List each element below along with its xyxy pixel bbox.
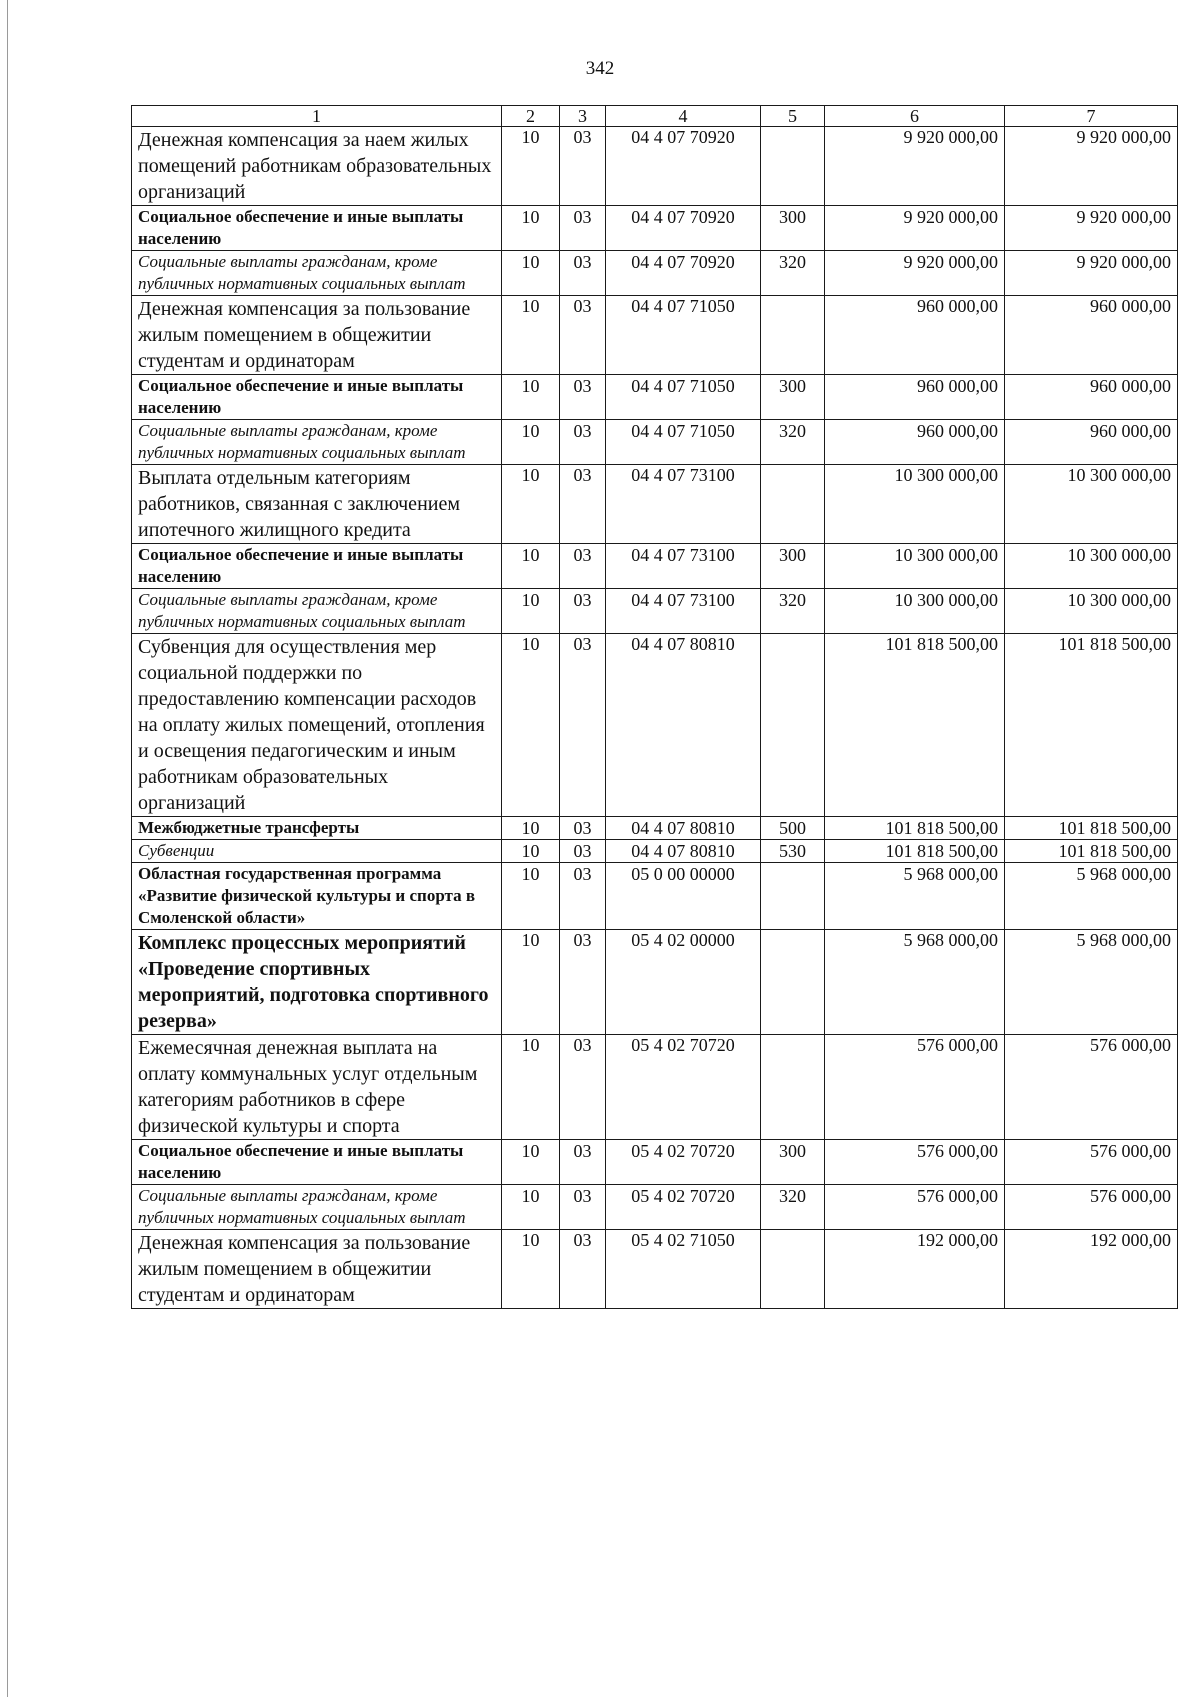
amount-year-1-cell: 10 300 000,00 — [825, 465, 1005, 544]
amount-year-1-cell: 10 300 000,00 — [825, 544, 1005, 589]
subsection-code-cell: 03 — [560, 1185, 606, 1230]
expense-type-cell — [761, 1035, 825, 1140]
target-article-cell: 04 4 07 80810 — [606, 840, 761, 863]
amount-year-1-cell: 960 000,00 — [825, 296, 1005, 375]
subsection-code-cell: 03 — [560, 127, 606, 206]
amount-year-1-cell: 192 000,00 — [825, 1230, 1005, 1309]
page-number: 342 — [585, 58, 615, 79]
table-row — [132, 930, 1178, 1035]
amount-year-2-cell: 101 818 500,00 — [1005, 634, 1178, 817]
target-article-cell: 04 4 07 71050 — [606, 296, 761, 375]
subsection-code-cell: 03 — [560, 251, 606, 296]
subsection-code-cell: 03 — [560, 1230, 606, 1309]
table-row — [132, 544, 1178, 589]
amount-year-2-cell: 9 920 000,00 — [1005, 127, 1178, 206]
expense-type-cell: 300 — [761, 544, 825, 589]
row-name-cell: Денежная компенсация за наем жилых помещений работникам образовательных организаций — [132, 127, 502, 206]
target-article-cell: 04 4 07 71050 — [606, 375, 761, 420]
column-header: 6 — [825, 106, 1005, 127]
amount-year-1-cell: 960 000,00 — [825, 420, 1005, 465]
amount-year-1-cell: 5 968 000,00 — [825, 930, 1005, 1035]
subsection-code-cell: 03 — [560, 817, 606, 840]
expense-type-cell — [761, 127, 825, 206]
amount-year-2-cell: 576 000,00 — [1005, 1185, 1178, 1230]
table-row — [132, 375, 1178, 420]
expense-type-cell: 320 — [761, 1185, 825, 1230]
section-code-cell: 10 — [502, 863, 560, 930]
table-row — [132, 127, 1178, 206]
row-name-cell: Комплекс процессных мероприятий «Проведение спортивных мероприятий, подготовка спортивного резерва» — [132, 930, 502, 1035]
expense-type-cell — [761, 1230, 825, 1309]
expense-type-cell — [761, 634, 825, 817]
expense-type-cell — [761, 930, 825, 1035]
section-code-cell: 10 — [502, 817, 560, 840]
table-row — [132, 634, 1178, 817]
expense-type-cell — [761, 465, 825, 544]
target-article-cell: 04 4 07 70920 — [606, 251, 761, 296]
section-code-cell: 10 — [502, 1035, 560, 1140]
amount-year-2-cell: 192 000,00 — [1005, 1230, 1178, 1309]
target-article-cell: 04 4 07 80810 — [606, 817, 761, 840]
target-article-cell: 05 4 02 70720 — [606, 1185, 761, 1230]
subsection-code-cell: 03 — [560, 840, 606, 863]
amount-year-1-cell: 9 920 000,00 — [825, 251, 1005, 296]
row-name-cell: Межбюджетные трансферты — [132, 817, 502, 840]
amount-year-2-cell: 576 000,00 — [1005, 1035, 1178, 1140]
table-header-row — [132, 106, 1178, 127]
target-article-cell: 05 4 02 70720 — [606, 1140, 761, 1185]
target-article-cell: 04 4 07 70920 — [606, 127, 761, 206]
table-row — [132, 1185, 1178, 1230]
expense-type-cell: 530 — [761, 840, 825, 863]
target-article-cell: 04 4 07 73100 — [606, 465, 761, 544]
table-row — [132, 1230, 1178, 1309]
subsection-code-cell: 03 — [560, 375, 606, 420]
target-article-cell: 04 4 07 71050 — [606, 420, 761, 465]
expense-type-cell: 300 — [761, 375, 825, 420]
table-row — [132, 296, 1178, 375]
amount-year-1-cell: 9 920 000,00 — [825, 127, 1005, 206]
section-code-cell: 10 — [502, 1230, 560, 1309]
row-name-cell: Социальные выплаты гражданам, кроме публичных нормативных социальных выплат — [132, 251, 502, 296]
section-code-cell: 10 — [502, 127, 560, 206]
amount-year-2-cell: 960 000,00 — [1005, 420, 1178, 465]
subsection-code-cell: 03 — [560, 206, 606, 251]
row-name-cell: Выплата отдельным категориям работников, связанная с заключением ипотечного жилищного кредита — [132, 465, 502, 544]
expense-type-cell: 300 — [761, 206, 825, 251]
target-article-cell: 05 4 02 71050 — [606, 1230, 761, 1309]
scan-edge-line — [7, 0, 8, 1697]
section-code-cell: 10 — [502, 840, 560, 863]
subsection-code-cell: 03 — [560, 634, 606, 817]
amount-year-2-cell: 576 000,00 — [1005, 1140, 1178, 1185]
section-code-cell: 10 — [502, 1140, 560, 1185]
subsection-code-cell: 03 — [560, 296, 606, 375]
amount-year-1-cell: 960 000,00 — [825, 375, 1005, 420]
table-row — [132, 817, 1178, 840]
row-name-cell: Ежемесячная денежная выплата на оплату коммунальных услуг отдельным категориям работников в сфере физической культуры и спорта — [132, 1035, 502, 1140]
subsection-code-cell: 03 — [560, 589, 606, 634]
amount-year-1-cell: 101 818 500,00 — [825, 634, 1005, 817]
subsection-code-cell: 03 — [560, 863, 606, 930]
amount-year-2-cell: 9 920 000,00 — [1005, 206, 1178, 251]
amount-year-1-cell: 101 818 500,00 — [825, 840, 1005, 863]
section-code-cell: 10 — [502, 251, 560, 296]
target-article-cell: 04 4 07 80810 — [606, 634, 761, 817]
subsection-code-cell: 03 — [560, 1140, 606, 1185]
table-row — [132, 1035, 1178, 1140]
amount-year-2-cell: 5 968 000,00 — [1005, 863, 1178, 930]
expense-type-cell — [761, 863, 825, 930]
expense-type-cell — [761, 296, 825, 375]
amount-year-2-cell: 960 000,00 — [1005, 296, 1178, 375]
target-article-cell: 04 4 07 73100 — [606, 589, 761, 634]
section-code-cell: 10 — [502, 465, 560, 544]
amount-year-2-cell: 10 300 000,00 — [1005, 465, 1178, 544]
budget-table-body — [132, 106, 1178, 1309]
amount-year-1-cell: 10 300 000,00 — [825, 589, 1005, 634]
amount-year-1-cell: 5 968 000,00 — [825, 863, 1005, 930]
amount-year-1-cell: 576 000,00 — [825, 1035, 1005, 1140]
column-header: 4 — [606, 106, 761, 127]
section-code-cell: 10 — [502, 544, 560, 589]
amount-year-1-cell: 576 000,00 — [825, 1185, 1005, 1230]
row-name-cell: Денежная компенсация за пользование жилым помещением в общежитии студентам и ординаторам — [132, 296, 502, 375]
expense-type-cell: 300 — [761, 1140, 825, 1185]
table-row — [132, 840, 1178, 863]
amount-year-1-cell: 101 818 500,00 — [825, 817, 1005, 840]
amount-year-1-cell: 9 920 000,00 — [825, 206, 1005, 251]
row-name-cell: Социальное обеспечение и иные выплаты населению — [132, 206, 502, 251]
row-name-cell: Областная государственная программа «Развитие физической культуры и спорта в Смоленской области» — [132, 863, 502, 930]
column-header: 5 — [761, 106, 825, 127]
row-name-cell: Социальные выплаты гражданам, кроме публичных нормативных социальных выплат — [132, 420, 502, 465]
expense-type-cell: 320 — [761, 251, 825, 296]
row-name-cell: Субвенция для осуществления мер социальной поддержки по предоставлению компенсации расходов на оплату жилых помещений, отопления и освещения педагогическим и иным работникам образовательных организаций — [132, 634, 502, 817]
section-code-cell: 10 — [502, 375, 560, 420]
amount-year-2-cell: 101 818 500,00 — [1005, 840, 1178, 863]
section-code-cell: 10 — [502, 930, 560, 1035]
subsection-code-cell: 03 — [560, 465, 606, 544]
column-header: 1 — [132, 106, 502, 127]
section-code-cell: 10 — [502, 634, 560, 817]
subsection-code-cell: 03 — [560, 1035, 606, 1140]
section-code-cell: 10 — [502, 1185, 560, 1230]
row-name-cell: Социальное обеспечение и иные выплаты населению — [132, 544, 502, 589]
subsection-code-cell: 03 — [560, 930, 606, 1035]
amount-year-2-cell: 5 968 000,00 — [1005, 930, 1178, 1035]
amount-year-1-cell: 576 000,00 — [825, 1140, 1005, 1185]
column-header: 2 — [502, 106, 560, 127]
table-row — [132, 589, 1178, 634]
table-row — [132, 206, 1178, 251]
target-article-cell: 04 4 07 73100 — [606, 544, 761, 589]
table-row — [132, 1140, 1178, 1185]
amount-year-2-cell: 9 920 000,00 — [1005, 251, 1178, 296]
column-header: 7 — [1005, 106, 1178, 127]
target-article-cell: 05 0 00 00000 — [606, 863, 761, 930]
table-row — [132, 251, 1178, 296]
section-code-cell: 10 — [502, 420, 560, 465]
table-row — [132, 465, 1178, 544]
row-name-cell: Денежная компенсация за пользование жилым помещением в общежитии студентам и ординаторам — [132, 1230, 502, 1309]
target-article-cell: 05 4 02 70720 — [606, 1035, 761, 1140]
section-code-cell: 10 — [502, 589, 560, 634]
amount-year-2-cell: 10 300 000,00 — [1005, 589, 1178, 634]
row-name-cell: Социальные выплаты гражданам, кроме публичных нормативных социальных выплат — [132, 1185, 502, 1230]
amount-year-2-cell: 101 818 500,00 — [1005, 817, 1178, 840]
column-header: 3 — [560, 106, 606, 127]
amount-year-2-cell: 10 300 000,00 — [1005, 544, 1178, 589]
target-article-cell: 05 4 02 00000 — [606, 930, 761, 1035]
expense-type-cell: 320 — [761, 420, 825, 465]
section-code-cell: 10 — [502, 206, 560, 251]
row-name-cell: Социальное обеспечение и иные выплаты населению — [132, 375, 502, 420]
row-name-cell: Социальные выплаты гражданам, кроме публичных нормативных социальных выплат — [132, 589, 502, 634]
subsection-code-cell: 03 — [560, 420, 606, 465]
target-article-cell: 04 4 07 70920 — [606, 206, 761, 251]
row-name-cell: Субвенции — [132, 840, 502, 863]
subsection-code-cell: 03 — [560, 544, 606, 589]
budget-table — [131, 105, 1178, 1309]
table-row — [132, 420, 1178, 465]
amount-year-2-cell: 960 000,00 — [1005, 375, 1178, 420]
expense-type-cell: 500 — [761, 817, 825, 840]
section-code-cell: 10 — [502, 296, 560, 375]
expense-type-cell: 320 — [761, 589, 825, 634]
table-row — [132, 863, 1178, 930]
row-name-cell: Социальное обеспечение и иные выплаты населению — [132, 1140, 502, 1185]
